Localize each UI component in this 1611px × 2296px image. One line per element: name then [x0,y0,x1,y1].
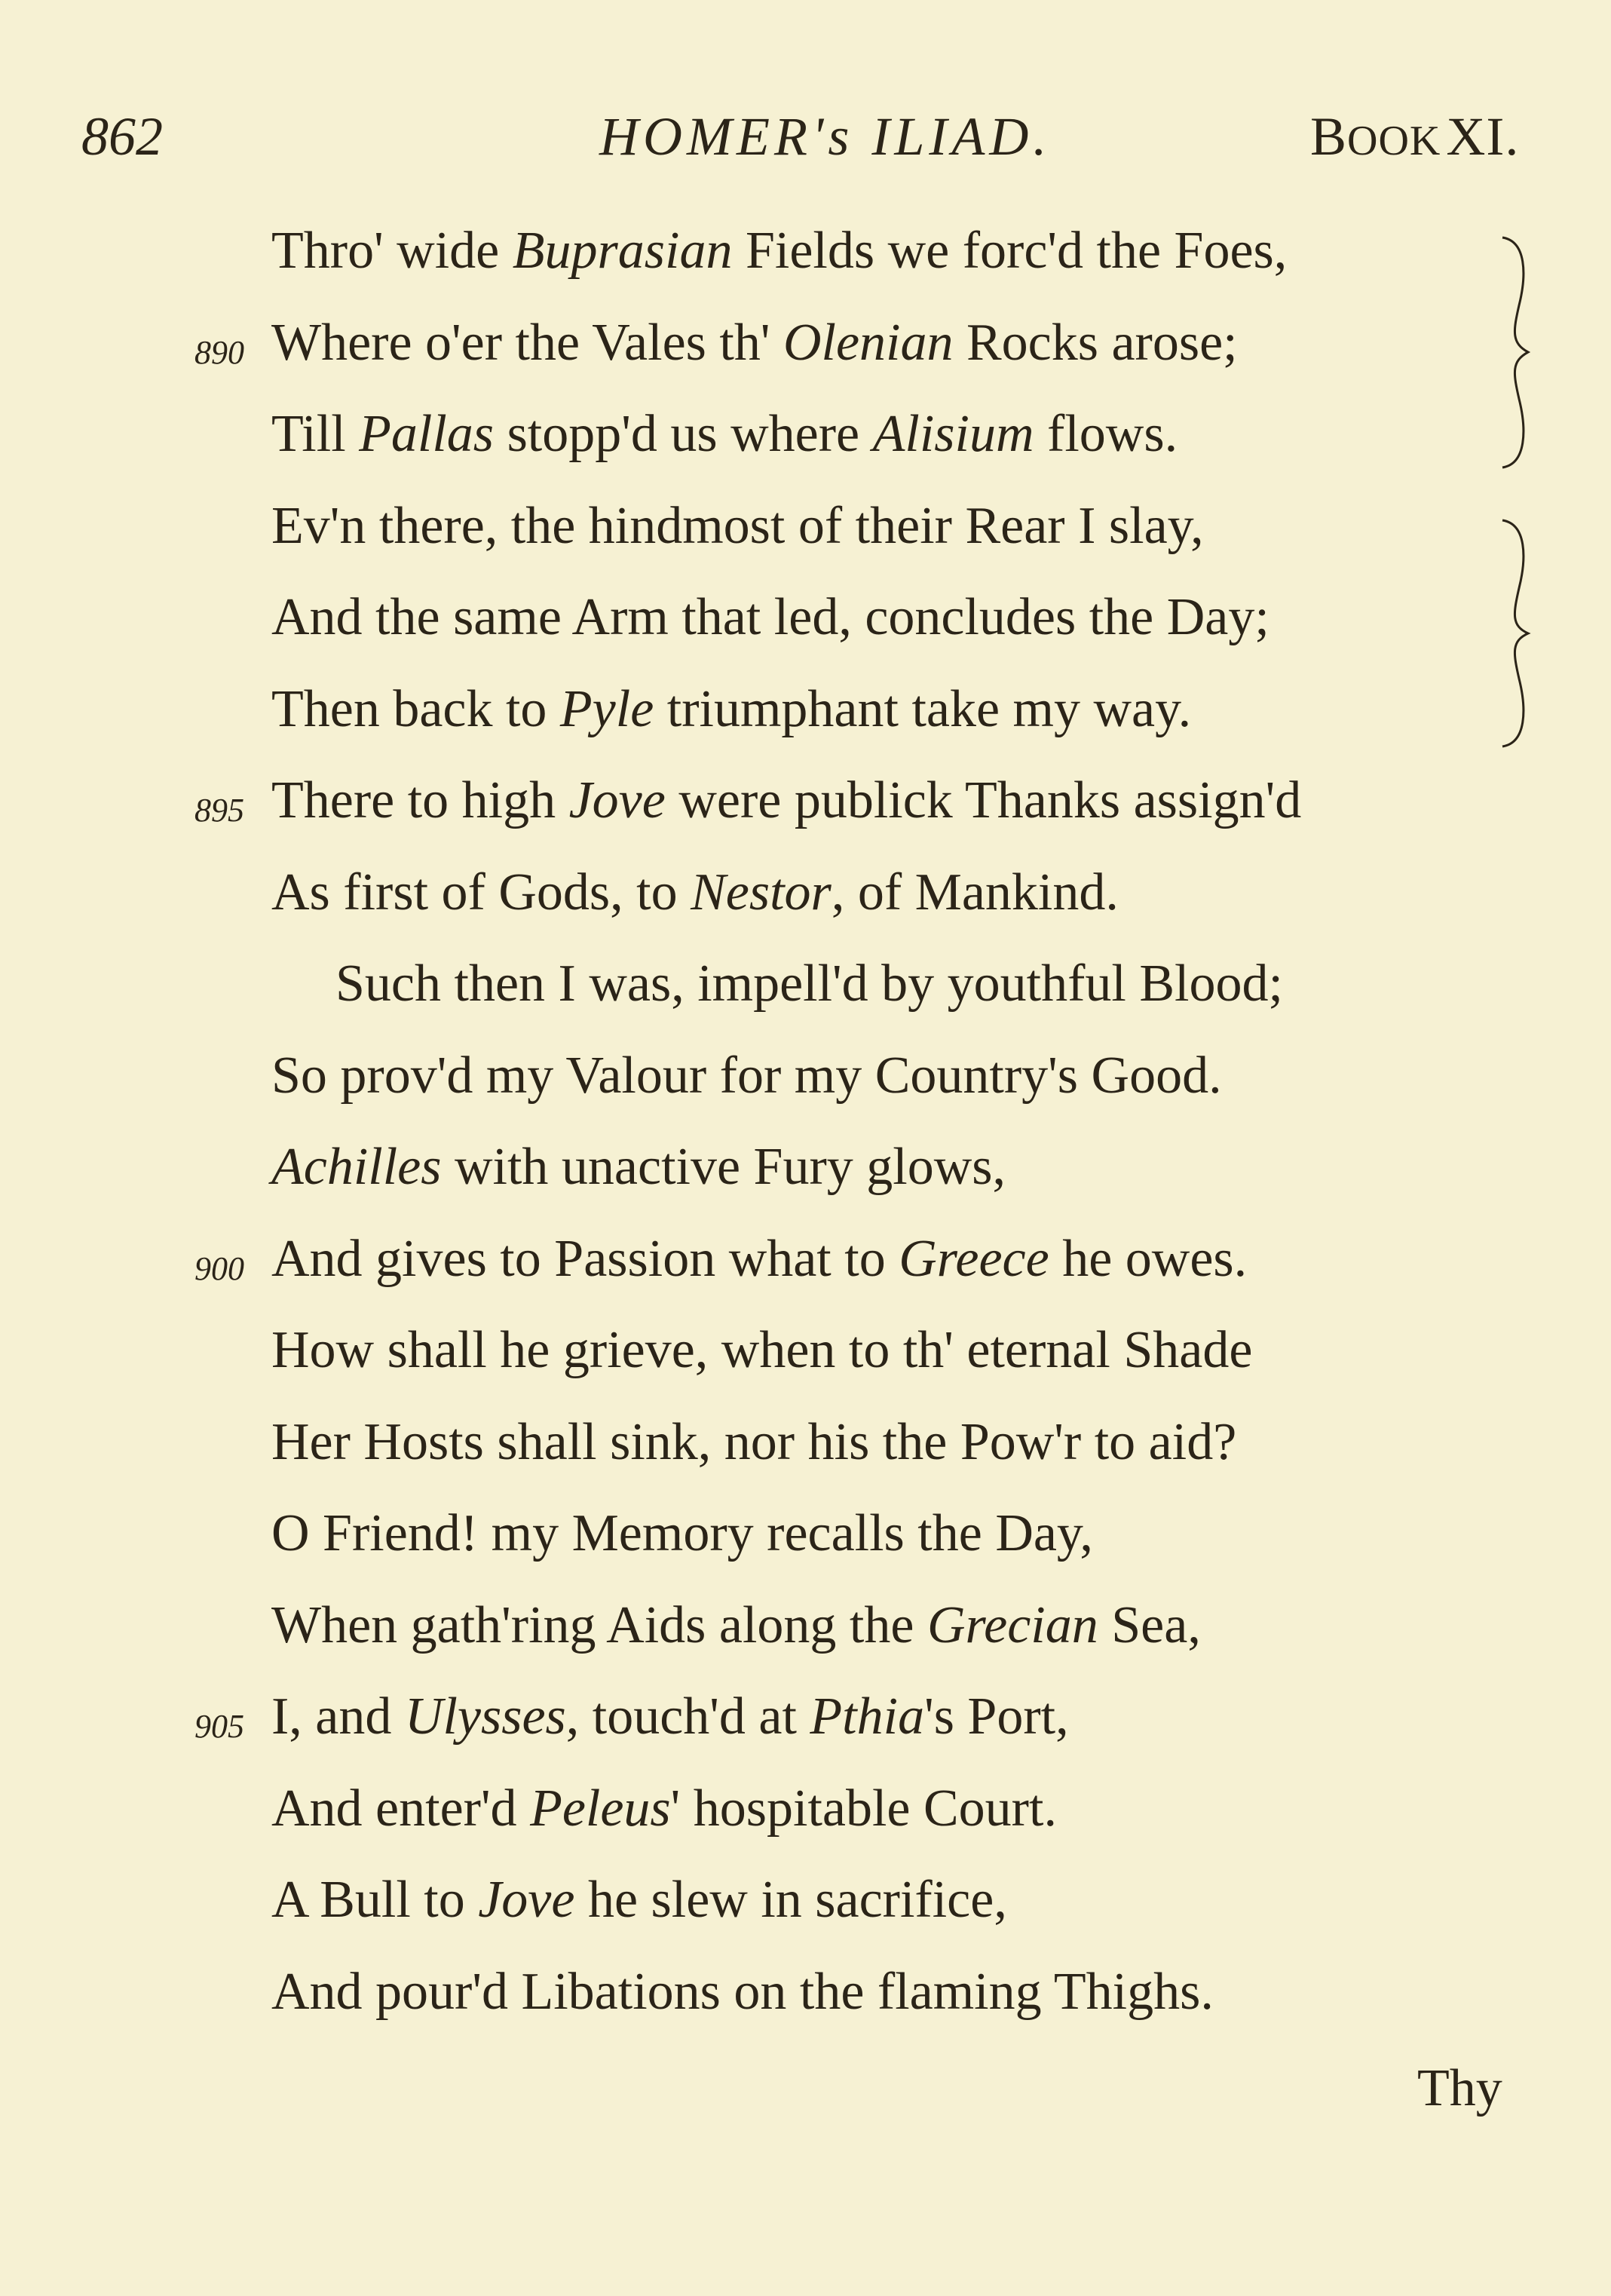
verse-line [271,771,1302,829]
line-number: 900 [194,1249,244,1287]
verse-italic-text: Alisium [872,405,1034,463]
verse-italic-text: Jove [568,771,666,829]
verse-line [271,1871,1007,1929]
verse-italic-text: Ulysses [404,1688,566,1746]
verse-text: Then back to [271,679,560,738]
verse-italic-text: Jove [478,1871,575,1929]
verse-text: How shall he grieve, when to th' eternal Shade [271,1321,1253,1379]
verse-italic-text: Achilles [271,1138,442,1196]
verse-text: A Bull to [271,1871,479,1929]
verse-text: Fields we forc'd the Foes, [732,222,1288,280]
verse-line [271,1688,1069,1746]
verse-line [271,863,1119,921]
verse-italic-text: Buprasian [512,222,733,280]
verse-italic-text: Olenian [783,313,954,372]
verse-text: And pour'd Libations on the flaming Thighs. [271,1962,1214,2021]
verse-line [271,405,1178,463]
verse-text: And enter'd [271,1779,531,1838]
verse-text: he slew in sacrifice, [574,1871,1007,1929]
verse-text: As first of Gods, to [271,863,691,921]
verse-line [271,1138,1006,1196]
verse-text: Where o'er the Vales th' [271,313,783,372]
verse-text: 's Port, [924,1688,1069,1746]
verse-line [271,496,1204,555]
verse-italic-text: Peleus [530,1779,671,1838]
verse-line [271,1596,1201,1654]
verse-line [271,588,1270,646]
verse-text: There to high [271,771,569,829]
verse-line [335,955,1283,1013]
verse-italic-text: Pyle [559,679,654,738]
verse-line [271,1412,1237,1471]
verse-text: Her Hosts shall sink, nor his the Pow'r to aid? [271,1412,1237,1471]
verse-text: triumphant take my way. [654,679,1192,738]
verse-text: with unactive Fury glows, [441,1138,1006,1196]
verse-text: So prov'd my Valour for my Country's Good. [271,1046,1222,1105]
verse-text: he owes. [1049,1229,1248,1288]
verse-text: were publick Thanks assign'd [665,771,1302,829]
verse-line [271,1229,1248,1288]
verse-line [271,222,1288,280]
book-label-initial: B [1310,106,1348,167]
verse-text: Sea, [1098,1596,1201,1654]
verse-italic-text: Pthia [810,1688,925,1746]
verse-text: Such then I was, impell'd by youthful Blood; [335,955,1283,1013]
verse-text: Rocks arose; [953,313,1238,372]
verse-text: Thro' wide [271,222,513,280]
verse-italic-text: Pallas [359,405,495,463]
verse-text: And the same Arm that led, concludes the Day; [271,588,1270,646]
verse-line [271,1962,1214,2021]
running-title: HOMER's ILIAD. [599,106,1052,167]
verse-text: , touch'd at [565,1688,810,1746]
verse-line [271,679,1192,738]
line-number: 905 [194,1708,244,1745]
verse-line [271,1504,1093,1562]
verse-italic-text: Greece [899,1229,1049,1288]
page-number: 862 [81,106,163,167]
verse-text: Ev'n there, the hindmost of their Rear I slay, [271,496,1204,555]
line-number: 895 [194,792,244,829]
verse-line [271,1046,1222,1105]
triplet-brace-2 [1496,513,1534,754]
verse-text: ' hospitable Court. [670,1779,1057,1838]
verse-text: stopp'd us where [494,405,873,463]
book-number: XI. [1446,106,1520,167]
verse-italic-text: Grecian [926,1596,1098,1654]
catchword: Thy [1417,2059,1502,2117]
verse-text: O Friend! my Memory recalls the Day, [271,1504,1093,1562]
verse-text: And gives to Passion what to [271,1229,899,1288]
book-label [1310,106,1519,168]
line-number: 890 [194,333,244,371]
triplet-brace-1 [1496,230,1534,475]
verse-line [271,1779,1057,1838]
verse-text: Till [271,405,360,463]
verse-text: When gath'ring Aids along the [271,1596,927,1654]
verse-text: I, and [271,1688,405,1746]
verse-line [271,1321,1253,1379]
verse-text: flows. [1034,405,1178,463]
verse-text: , of Mankind. [831,863,1119,921]
verse-italic-text: Nestor [691,863,832,921]
book-label-smallcaps: OOK [1347,118,1441,164]
page-header [0,106,1611,173]
verse-line [271,313,1238,372]
